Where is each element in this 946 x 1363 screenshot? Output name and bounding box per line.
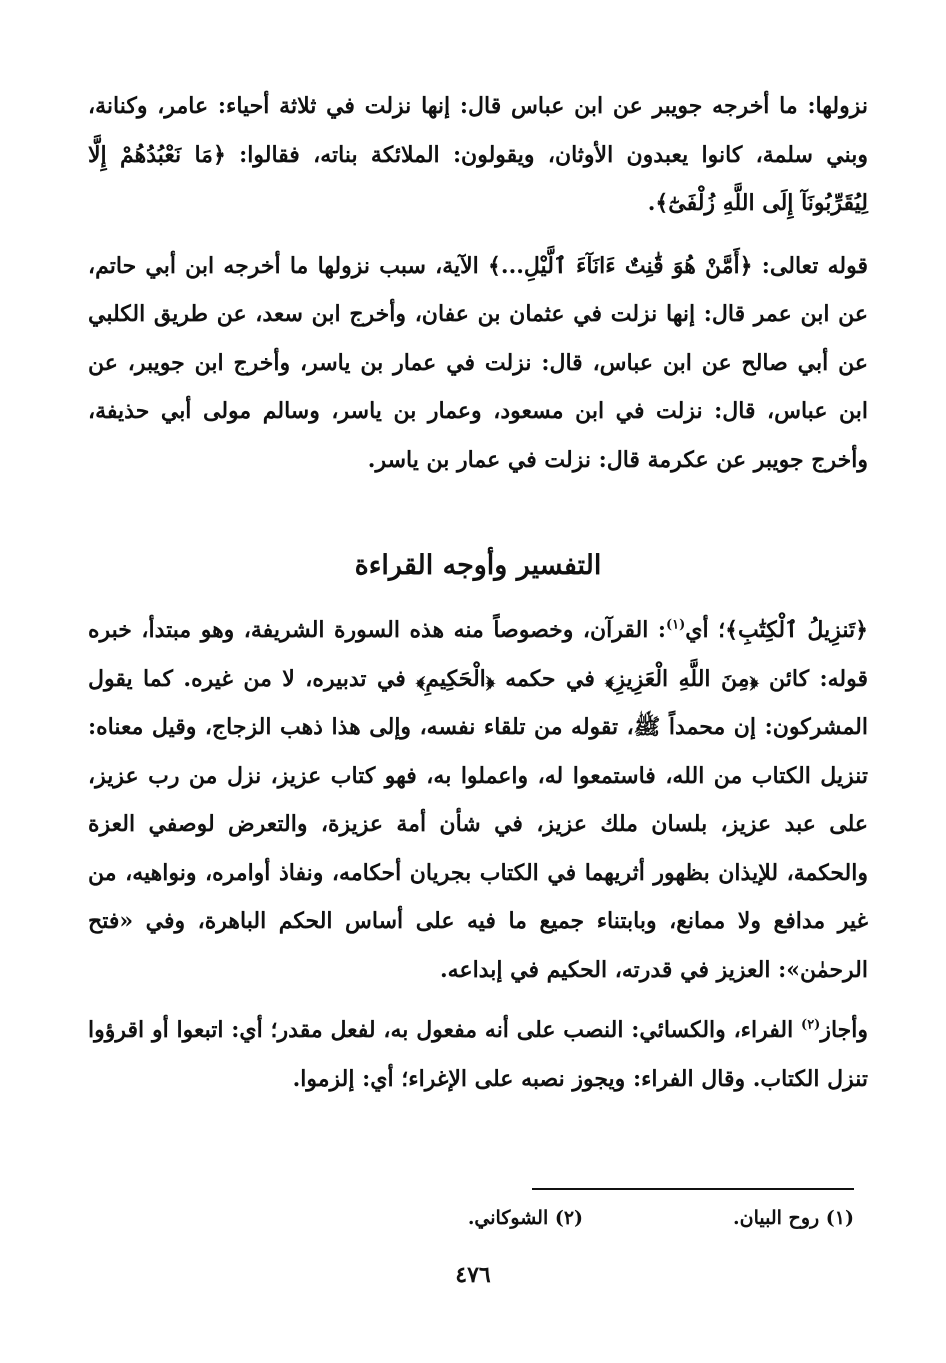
- section-heading: التفسير وأوجه القراءة: [354, 550, 602, 581]
- footnote-ref-2: (٢): [801, 1017, 821, 1033]
- page-number: ٤٧٦: [455, 1262, 491, 1288]
- footnotes: [300, 1204, 854, 1232]
- footnote-ref-1: (١): [665, 617, 686, 633]
- paragraph-tafsir-rest: : القرآن، وخصوصاً منه هذه السورة الشريفة، وهو مبتدأ، خبره قوله: كائن ﴿مِنَ اللَّهِ الْعَزِيزِ﴾ في حكمه ﴿الْحَكِيمِ﴾ في تدبيره، لا من غيره. كما يقول المشركون: إن محمداً ﷺ، تقوله من تلقاء نفسه، وإلى هذا ذهب الزجاج، وقيل معناه: تنزيل الكتاب من الله، فاستمعوا له، واعملوا به، فهو كتاب عزيز، نزل من رب عزيز، على عبد عزيز، بلسان ملك عزيز، في شأن أمة عزيزة، والتعرض لوصفي العزة والحكمة، للإيذان بظهور أثريهما في الكتاب بجريان أحكامه، ونفاذ أوامره، ونواهيه، من غير مدافع ولا ممانع، وبابتناء جميع ما فيه على أساس الحكم الباهرة، وفي «فتح الرحمٰن»: العزيز في قدرته، الحكيم في إبداعه.: [88, 617, 868, 983]
- paragraph-reading-start: وأجاز: [820, 1017, 868, 1043]
- paragraph-reading-rest: الفراء، والكسائي: النصب على أنه مفعول به، لفعل مقدر؛ أي: اتبعوا أو اقرؤوا تنزل الكتاب. وقال الفراء: ويجوز نصبه على الإغراء؛ أي: إلزموا.: [88, 1017, 868, 1092]
- footnote-divider: [532, 1188, 854, 1190]
- paragraph-tafsir-start: ﴿تَنزِيلُ ٱلْكِتَٰبِ﴾؛ أي: [685, 617, 869, 643]
- paragraph-revelation-cause-2: قوله تعالى: ﴿أَمَّنْ هُوَ قَٰنِتٌ ءَانَآءَ ٱلَّيْلِ...﴾ الآية، سبب نزولها ما أخرجه ابن أبي حاتم، عن ابن عمر قال: إنها نزلت في عثمان بن عفان، وأخرج ابن سعد، عن طريق الكلبي عن أبي صالح عن ابن عباس، قال: نزلت في عمار بن ياسر، وأخرج ابن جويبر، عن ابن عباس، قال: نزلت في ابن مسعود، وعمار بن ياسر، وسالم مولى أبي حذيفة، وأخرج جويبر عن عكرمة قال: نزلت في عمار بن ياسر.: [88, 252, 868, 473]
- footnote-1: (١) روح البيان.: [733, 1207, 854, 1229]
- paragraph-tafsir: [88, 606, 868, 994]
- text-block-tafsir: [88, 606, 868, 1103]
- paragraph-reading: [88, 1006, 868, 1103]
- footnote-2: (٢) الشوكاني.: [467, 1207, 584, 1229]
- paragraph-revelation-cause-1: نزولها: ما أخرجه جويبر عن ابن عباس قال: إنها نزلت في ثلاثة أحياء: عامر، وكنانة، وبني سلمة، كانوا يعبدون الأوثان، ويقولون: الملائكة بناته، فقالوا: ﴿مَا نَعْبُدُهُمْ إِلَّا لِيُقَرِّبُونَآ إِلَى اللَّهِ زُلْفَىٰٓ﴾.: [88, 93, 868, 216]
- text-block-top: [88, 82, 868, 484]
